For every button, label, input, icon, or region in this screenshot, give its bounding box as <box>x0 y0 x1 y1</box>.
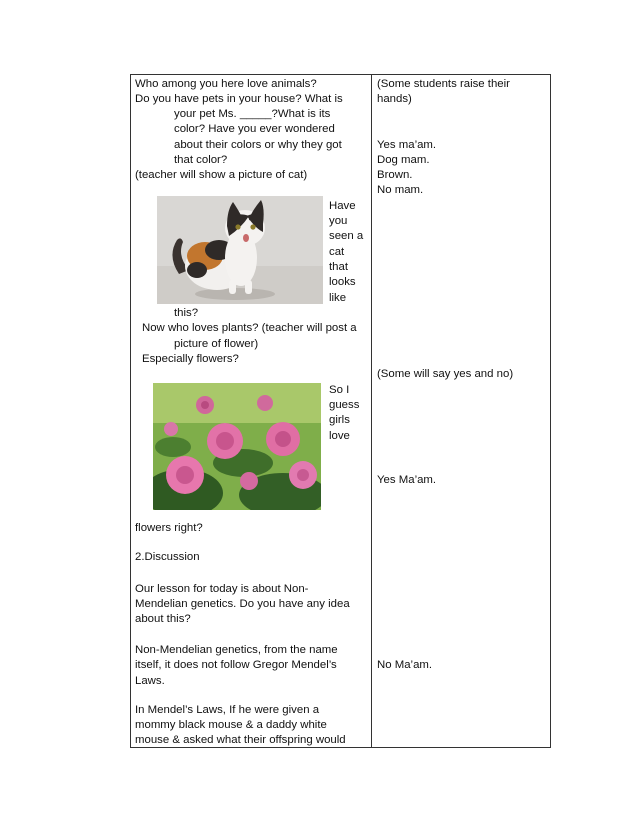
student-response: Brown. <box>377 169 413 181</box>
teacher-line: Now who loves plants? (teacher will post a <box>142 322 357 334</box>
paragraph-line: Mendelian genetics. Do you have any idea <box>135 598 350 610</box>
teacher-line: flowers right? <box>135 522 203 534</box>
paragraph-line: mouse & asked what their offspring would <box>135 734 346 746</box>
teacher-line: color? Have you ever wondered <box>174 123 335 135</box>
side-text: that <box>329 261 348 273</box>
side-text: girls <box>329 414 350 426</box>
teacher-line: Do you have pets in your house? What is <box>135 93 343 105</box>
paragraph-line: Laws. <box>135 675 165 687</box>
side-text: looks <box>329 276 356 288</box>
side-text: seen a <box>329 230 364 242</box>
teacher-line: your pet Ms. _____?What is its <box>174 108 331 120</box>
teacher-line: picture of flower) <box>174 338 259 350</box>
paragraph-line: about this? <box>135 613 191 625</box>
side-text: cat <box>329 246 345 258</box>
discussion-heading: 2.Discussion <box>135 551 200 563</box>
student-response: (Some students raise their <box>377 78 510 90</box>
side-text: So I <box>329 384 350 396</box>
paragraph-line: Non-Mendelian genetics, from the name <box>135 644 338 656</box>
paragraph-line: Our lesson for today is about Non- <box>135 583 309 595</box>
teacher-line: that color? <box>174 154 228 166</box>
teacher-line: (teacher will show a picture of cat) <box>135 169 308 181</box>
student-response: hands) <box>377 93 412 105</box>
student-response: Yes Ma’am. <box>377 474 437 486</box>
student-response: No mam. <box>377 184 424 196</box>
flower-picture <box>153 383 321 510</box>
side-text: Have <box>329 200 356 212</box>
student-response: Yes ma’am. <box>377 139 437 151</box>
cat-picture <box>157 196 323 304</box>
teacher-line: Especially flowers? <box>142 353 239 365</box>
paragraph-line: mommy black mouse & a daddy white <box>135 719 327 731</box>
paragraph-line: itself, it does not follow Gregor Mendel’s <box>135 659 337 671</box>
student-response: Dog mam. <box>377 154 430 166</box>
student-response: No Ma’am. <box>377 659 433 671</box>
paragraph-line: In Mendel’s Laws, If he were given a <box>135 704 320 716</box>
student-response: (Some will say yes and no) <box>377 368 514 380</box>
teacher-line: about their colors or why they got <box>174 139 342 151</box>
side-text: love <box>329 430 350 442</box>
column-divider <box>371 74 372 748</box>
teacher-line: this? <box>174 307 199 319</box>
teacher-line: Who among you here love animals? <box>135 78 317 90</box>
side-text: like <box>329 292 347 304</box>
side-text: guess <box>329 399 360 411</box>
side-text: you <box>329 215 348 227</box>
